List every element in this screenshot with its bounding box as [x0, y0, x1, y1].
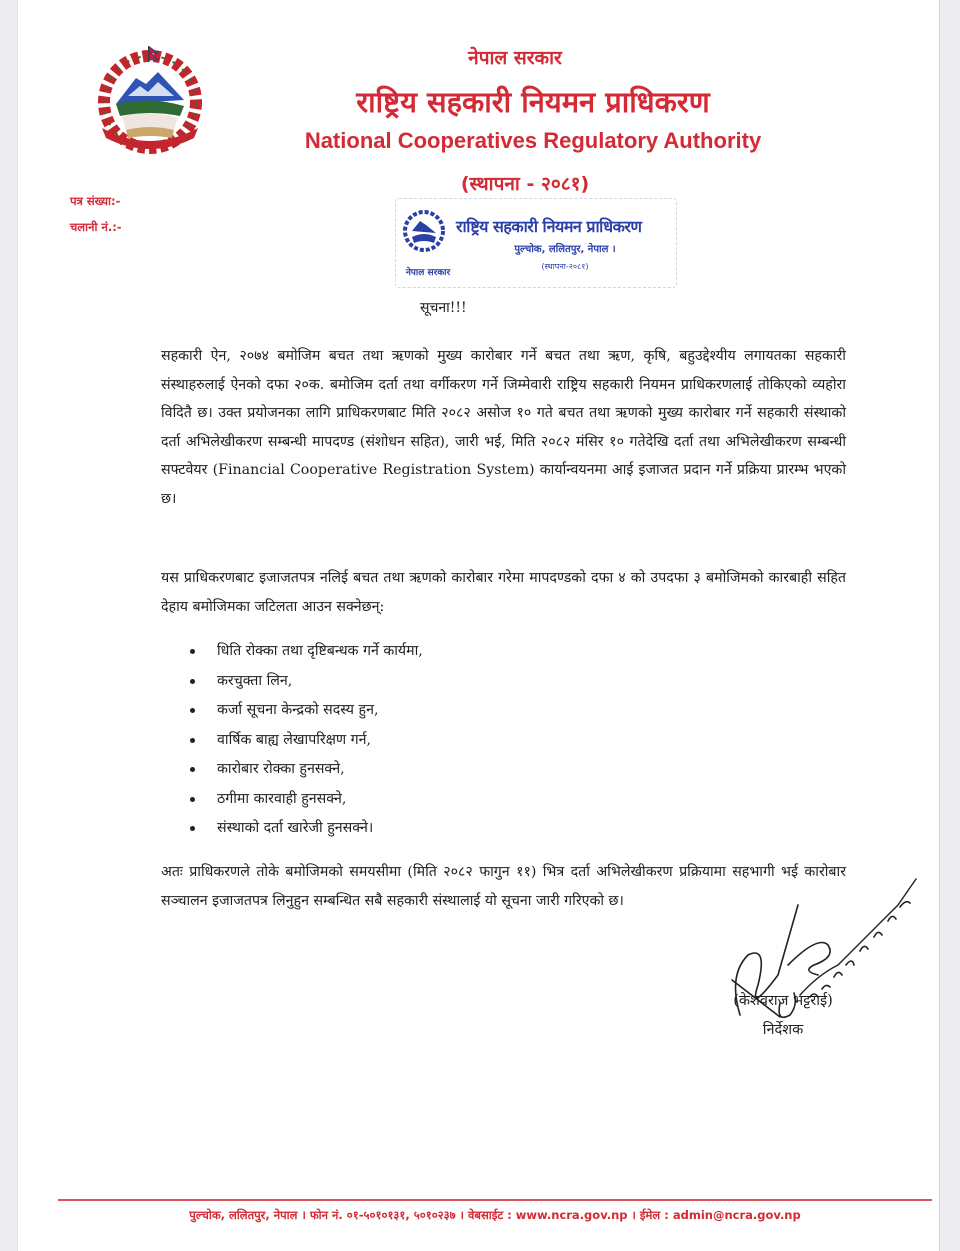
list-item	[190, 814, 423, 844]
signer-name: (केशवराज भट्टराई)	[733, 993, 833, 1009]
footer-email-label: ईमेल	[639, 1208, 661, 1222]
list-item-text: कारोबार रोक्का हुनसक्ने,	[217, 761, 345, 777]
footer-phone: फोन नं. ०१-५०१०१३१, ५०१०२३७	[309, 1208, 456, 1222]
list-item-text: संस्थाको दर्ता खारेजी हुनसक्ने।	[217, 820, 374, 836]
footer-separator: ।	[631, 1208, 636, 1222]
bullet-icon	[190, 826, 195, 831]
established-year: (स्थापना - २०८१)	[460, 173, 590, 195]
notice-page	[18, 0, 939, 1251]
list-item-text: करचुक्ता लिन,	[217, 672, 293, 689]
list-item	[190, 785, 423, 815]
footer-address: पुल्चोक, ललितपुर, नेपाल	[189, 1208, 298, 1222]
list-item	[190, 755, 423, 785]
footer-separator: ।	[301, 1208, 306, 1222]
bullet-icon	[190, 767, 195, 772]
bullet-icon	[190, 679, 195, 684]
bullet-icon	[190, 649, 195, 654]
stamp-established: (स्थापना-२०८१)	[541, 262, 589, 271]
stamp-government: नेपाल सरकार	[405, 268, 451, 278]
government-heading: नेपाल सरकार	[468, 47, 562, 69]
footer-contact: पुल्चोक, ललितपुर, नेपाल । फोन नं. ०१-५०१०१३१, ५०१०२३७ । वेबसाईट : www.ncra.gov.np । ईमेल : admin@ncra.gov.np	[189, 1208, 801, 1222]
bullet-icon	[190, 797, 195, 802]
notice-paragraph-2: यस प्राधिकरणबाट इजाजतपत्र नलिई बचत तथा ऋणको कारोबार गरेमा मापदण्डको दफा ४ को उपदफा ३ बमोजिमको कारबाही सहित देहाय बमोजिमका जटिलता आउन सक्नेछन्:	[161, 570, 846, 615]
signer-title: निर्देशक	[762, 1022, 804, 1038]
list-item	[190, 667, 423, 697]
footer-separator: ।	[459, 1208, 464, 1222]
list-item-text: वार्षिक बाह्य लेखापरिक्षण गर्न,	[217, 731, 372, 748]
list-item-text: धिति रोक्का तथा दृष्टिबन्धक गर्ने कार्यमा,	[217, 643, 423, 659]
dispatch-number-label: चलानी नं.:-	[70, 220, 122, 234]
bullet-icon	[190, 738, 195, 743]
footer-website-link[interactable]: www.ncra.gov.np	[515, 1208, 628, 1222]
stamp-seal-icon	[402, 207, 446, 257]
authority-name-nepali: राष्ट्रिय सहकारी नियमन प्राधिकरण	[356, 85, 710, 119]
stamp-title: राष्ट्रिय सहकारी नियमन प्राधिकरण	[456, 217, 642, 236]
official-stamp	[395, 198, 677, 288]
list-item-text: कर्जा सूचना केन्द्रको सदस्य हुन,	[217, 702, 379, 718]
footer-divider	[58, 1199, 932, 1201]
notice-paragraph-1: सहकारी ऐन, २०७४ बमोजिम बचत तथा ऋणको मुख्य कारोबार गर्ने बचत तथा ऋण, कृषि, बहुउद्देश्यीय लगायतका सहकारी संस्थाहरुलाई ऐनको दफा २०क. बमोजिम दर्ता तथा वर्गीकरण गर्ने जिम्मेवारी राष्ट्रिय सहकारी नियमन प्राधिकरणलाई तोकिएको व्यहोरा विदितै छ। उक्त प्रयोजनका लागि प्राधिकरणबाट मिति २०८२ असोज १० गते बचत तथा ऋणको मुख्य कारोबार गर्ने सहकारी संस्थाको दर्ता अभिलेखीकरण सम्बन्धी मापदण्ड (संशोधन सहित), जारी भई, मिति २०८२ मंसिर १० गतेदेखि दर्ता तथा अभिलेखीकरण सम्बन्धी सफ्टवेयर (Financial Cooperative Registration System) कार्यान्वयनमा आई इजाजत प्रदान गर्ने प्रक्रिया प्रारम्भ भएको छ।	[161, 348, 846, 507]
list-item	[190, 637, 423, 667]
letter-number-label: पत्र संख्या:-	[70, 194, 121, 208]
list-item	[190, 696, 423, 726]
footer-email-link[interactable]: admin@ncra.gov.np	[672, 1208, 801, 1222]
notice-title: सूचना!!!	[420, 300, 467, 316]
authority-name-english: National Cooperatives Regulatory Authority	[304, 128, 762, 153]
notice-paragraph-3: अतः प्राधिकरणले तोके बमोजिमको समयसीमा (मिति २०८२ फागुन ११) भित्र दर्ता अभिलेखीकरण प्रक्रियामा सहभागी भई कारोबार सञ्चालन इजाजतपत्र लिनुहुन सम्बन्धित सबै सहकारी संस्थालाई यो सूचना जारी गरिएको छ।	[161, 864, 846, 909]
footer-website-label: वेबसाईट	[467, 1208, 504, 1222]
stamp-address: पुल्चोक, ललितपुर, नेपाल ।	[514, 244, 616, 255]
consequences-list	[190, 637, 423, 844]
list-item	[190, 726, 423, 756]
bullet-icon	[190, 708, 195, 713]
nepal-emblem-icon	[88, 44, 213, 156]
list-item-text: ठगीमा कारवाही हुनसक्ने,	[217, 790, 347, 807]
